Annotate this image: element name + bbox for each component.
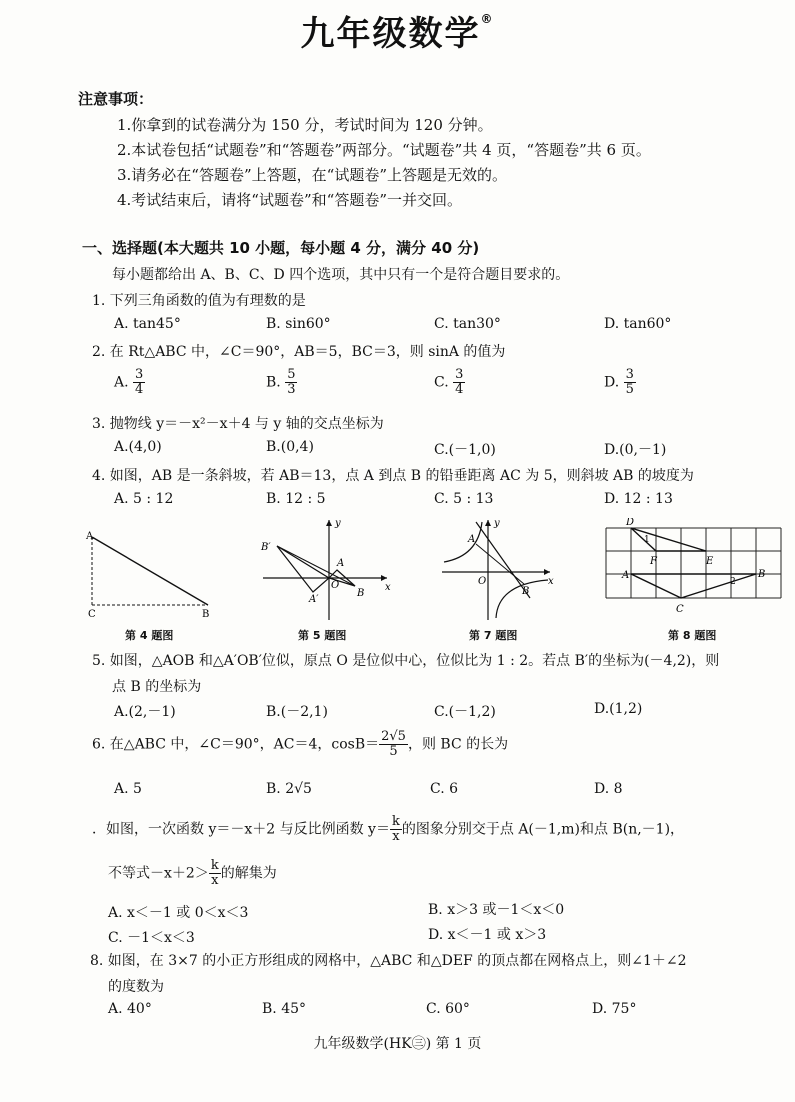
option-b: B. sin60° — [266, 316, 331, 332]
option-d: D. $\frac{3}{5}$ — [604, 367, 634, 397]
question-4-stem: 4. 如图，AB 是一条斜坡，若 AB＝13，点 A 到点 B 的铅垂距离 AC 为 5，则斜坡 AB 的坡度为 — [92, 468, 694, 484]
option-d: D. 8 — [594, 781, 623, 797]
question-7-stem-line2: 不等式－x＋2＞ $\frac{k}{x}$ 的解集为 — [108, 858, 277, 888]
option-b: B.(0,4) — [266, 439, 314, 455]
label-b-prime: B′ — [261, 542, 271, 553]
label-e: E — [706, 556, 714, 567]
label-d: D — [626, 518, 635, 528]
figure-5 — [255, 514, 395, 624]
notice-item: 2.本试卷包括“试题卷”和“答题卷”两部分。“试题卷”共 4 页，“答题卷”共 6 页。 — [117, 141, 651, 159]
slope-ab — [92, 537, 208, 605]
figure-8-caption: 第 8 题图 — [668, 629, 717, 642]
option-c: C.(－1,2) — [434, 704, 496, 720]
option-b: B. 12 : 5 — [266, 491, 326, 507]
label-y: y — [335, 518, 341, 529]
label-a: A — [468, 534, 476, 545]
label-o: O — [478, 576, 487, 587]
label-c: C — [676, 604, 684, 615]
option-b: B. 45° — [262, 1001, 307, 1017]
label-x: x — [385, 582, 391, 593]
question-2-stem: 2. 在 Rt△ABC 中，∠C＝90°，AB＝5，BC＝3，则 sinA 的值为 — [92, 344, 506, 360]
label-o: O — [331, 580, 340, 591]
question-3-stem: 3. 抛物线 y＝－x²－x＋4 与 y 轴的交点坐标为 — [92, 416, 384, 432]
figure-7-caption: 第 7 题图 — [469, 629, 518, 642]
label-a: A — [622, 570, 630, 581]
option-c: C. 6 — [430, 781, 459, 797]
label-b: B — [357, 588, 365, 599]
option-a: A.(4,0) — [114, 439, 162, 455]
option-b: B. $\frac{5}{3}$ — [266, 367, 296, 397]
label-b: B — [202, 609, 210, 620]
notice-item: 3.请务必在“答题卷”上答题，在“试题卷”上答题是无效的。 — [117, 166, 507, 184]
page-title: 九年级数学® — [300, 12, 495, 54]
label-a: A — [86, 531, 94, 542]
option-a: A.(2,－1) — [114, 704, 176, 720]
y-arrow-icon — [485, 520, 491, 526]
option-a: A. tan45° — [114, 316, 181, 332]
option-a: A. 5 : 12 — [114, 491, 174, 507]
figure-4-caption: 第 4 题图 — [125, 629, 174, 642]
option-c: C. $\frac{3}{4}$ — [434, 367, 464, 397]
figure-5-caption: 第 5 题图 — [298, 629, 347, 642]
option-b: B. 2√5 — [266, 781, 312, 797]
label-x: x — [548, 576, 554, 587]
figure-8 — [600, 518, 790, 622]
question-8-stem-line2: 的度数为 — [108, 979, 164, 995]
option-a: A. x＜－1 或 0＜x＜3 — [108, 905, 249, 921]
triangle-abc — [631, 574, 756, 598]
section-instruction: 每小题都给出 A、B、C、D 四个选项，其中只有一个是符合题目要求的。 — [112, 267, 570, 283]
option-b: B. x＞3 或－1＜x＜0 — [428, 902, 565, 918]
option-d: D. tan60° — [604, 316, 672, 332]
label-b: B — [522, 586, 530, 597]
notice-heading: 注意事项： — [78, 90, 154, 108]
option-d: D.(0,－1) — [604, 442, 667, 458]
section-heading: 一、选择题(本大题共 10 小题，每小题 4 分，满分 40 分) — [82, 239, 480, 257]
option-c: C. 60° — [426, 1001, 470, 1017]
label-a-prime: A′ — [309, 594, 319, 605]
figure-4 — [80, 527, 220, 623]
option-a: A. 5 — [114, 781, 142, 797]
question-5-stem: 5. 如图，△AOB 和△A′OB′位似，原点 O 是位似中心，位似比为 1 : 2。若点 B′的坐标为(－4,2)，则 — [92, 653, 720, 669]
notice-item: 4.考试结束后，请将“试题卷”和“答题卷”一并交回。 — [117, 191, 462, 209]
label-a: A — [337, 558, 345, 569]
question-7-stem: ．如图，一次函数 y＝－x＋2 与反比例函数 y＝ $\frac{k}{x}$ 的图象分别交于点 A(－1,m)和点 B(n,－1)， — [92, 814, 685, 844]
option-d: D. 12 : 13 — [604, 491, 673, 507]
y-arrow-icon — [326, 520, 332, 526]
grid — [606, 528, 781, 598]
question-8-stem: 8. 如图，在 3×7 的小正方形组成的网格中，△ABC 和△DEF 的顶点都在网格点上，则∠1＋∠2 — [90, 953, 687, 969]
hyperbola-left-branch — [444, 522, 482, 562]
option-d: D. 75° — [592, 1001, 637, 1017]
triangle-def — [631, 528, 706, 551]
x-arrow-icon — [381, 575, 387, 581]
option-a: A. $\frac{3}{4}$ — [114, 367, 144, 397]
question-1-stem: 1. 下列三角函数的值为有理数的是 — [92, 293, 306, 309]
label-y: y — [494, 518, 500, 529]
option-d: D. x＜－1 或 x＞3 — [428, 927, 547, 943]
label-angle-1: 1 — [644, 535, 650, 545]
option-c: C. －1＜x＜3 — [108, 930, 195, 946]
option-a: A. 40° — [108, 1001, 152, 1017]
figure-7 — [438, 514, 558, 624]
question-5-stem-line2: 点 B 的坐标为 — [112, 679, 202, 695]
option-c: C.(－1,0) — [434, 442, 496, 458]
option-b: B.(－2,1) — [266, 704, 328, 720]
label-c: C — [88, 609, 96, 620]
option-c: C. tan30° — [434, 316, 501, 332]
notice-item: 1.你拿到的试卷满分为 150 分，考试时间为 120 分钟。 — [117, 116, 493, 134]
question-6-stem: 6. 在△ABC 中，∠C＝90°，AC＝4，cosB＝ $\frac{2√5}{5}$ ，则 BC 的长为 — [92, 729, 509, 759]
option-d: D.(1,2) — [594, 701, 643, 717]
option-c: C. 5 : 13 — [434, 491, 494, 507]
label-f: F — [650, 556, 657, 567]
x-arrow-icon — [544, 569, 550, 575]
label-b: B — [758, 569, 766, 580]
page-footer: 九年级数学(HK㊂) 第 1 页 — [313, 1036, 482, 1052]
label-angle-2: 2 — [730, 577, 736, 587]
